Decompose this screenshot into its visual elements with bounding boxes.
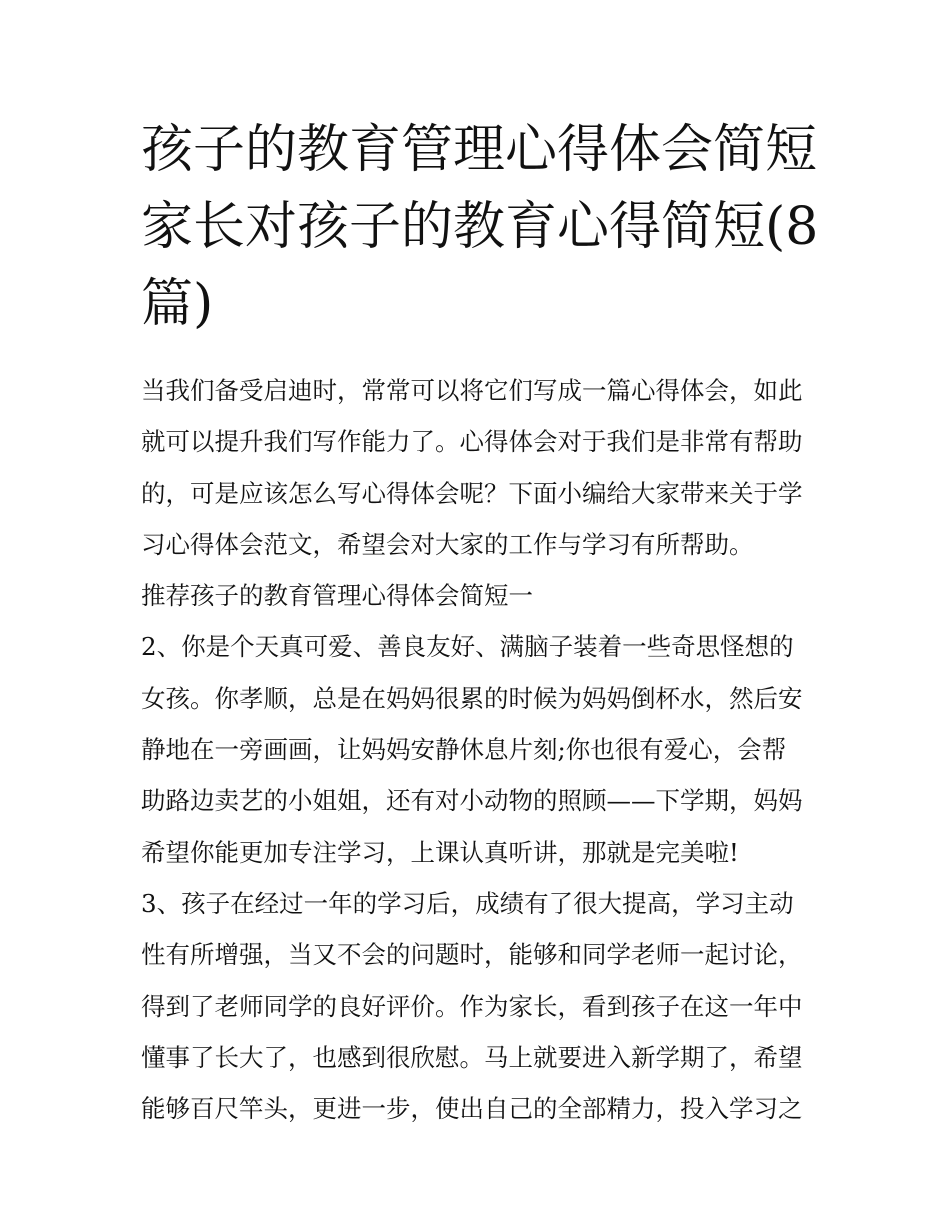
body-line: 得到了老师同学的良好评价。作为家长，看到孩子在这一年中 [141, 991, 803, 1021]
body-line: 懂事了长大了，也感到很欣慰。马上就要进入新学期了，希望 [141, 1042, 803, 1072]
body-line: 能够百尺竿头，更进一步，使出自己的全部精力，投入学习之 [141, 1094, 803, 1124]
document-page [141, 112, 821, 1134]
body-line: 静地在一旁画画，让妈妈安静休息片刻;你也很有爱心，会帮 [141, 735, 787, 765]
body-line: 3、孩子在经过一年的学习后，成绩有了很大提高，学习主动 [141, 888, 794, 918]
document-title [141, 112, 821, 343]
body-line: 就可以提升我们写作能力了。心得体会对于我们是非常有帮助 [141, 427, 803, 457]
body-line: 当我们备受启迪时，常常可以将它们写成一篇心得体会，如此 [141, 376, 803, 405]
body-line: 的，可是应该怎么写心得体会呢？下面小编给大家带来关于学 [141, 478, 803, 508]
body-line: 女孩。你孝顺，总是在妈妈很累的时候为妈妈倒杯水，然后安 [141, 683, 803, 713]
body-line: 习心得体会范文，希望会对大家的工作与学习有所帮助。 [141, 529, 754, 559]
body-line: 性有所增强，当又不会的问题时，能够和同学老师一起讨论， [141, 940, 803, 970]
section-heading: 推荐孩子的教育管理心得体会简短一 [141, 581, 533, 611]
document-body [141, 365, 821, 1134]
title-line: 孩子的教育管理心得体会简短 [141, 120, 818, 180]
body-line: 2、你是个天真可爱、善良友好、满脑子装着一些奇思怪想的 [141, 632, 794, 662]
body-line: 希望你能更加专注学习，上课认真听讲，那就是完美啦! [141, 837, 739, 867]
body-line: 助路边卖艺的小姐姐，还有对小动物的照顾——下学期，妈妈 [141, 786, 803, 816]
title-line: 家长对孩子的教育心得简短(8 [141, 197, 819, 257]
title-line: 篇) [141, 274, 214, 334]
